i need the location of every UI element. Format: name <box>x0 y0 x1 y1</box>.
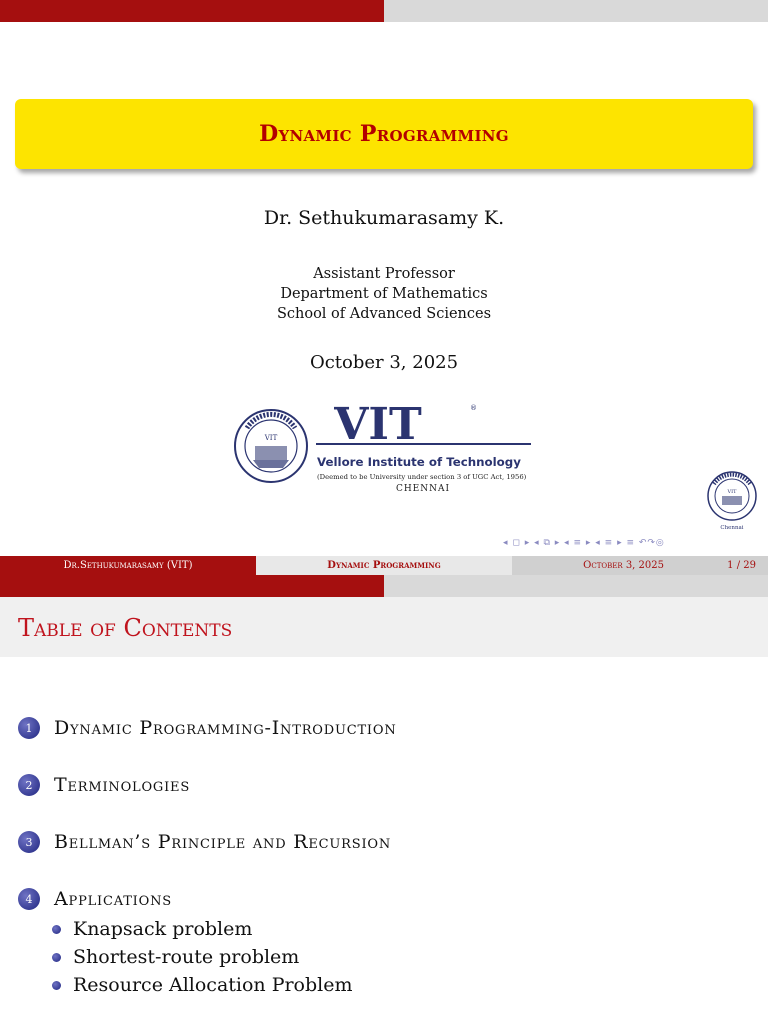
bullet-icon <box>52 953 61 962</box>
footer-page-number: 1 / 29 <box>672 556 768 575</box>
bullet-icon <box>52 925 61 934</box>
presentation-date: October 3, 2025 <box>309 352 459 373</box>
top-accent-bar-right <box>384 0 768 22</box>
small-seal-inner-text: VIT <box>727 489 737 495</box>
toc-subitem-label: Knapsack problem <box>73 918 253 940</box>
vit-brand-text: VIT <box>334 399 422 450</box>
institute-line-1: Assistant Professor <box>313 266 455 282</box>
small-seal-caption: Chennai <box>720 525 744 531</box>
slide2-accent-bar-left <box>0 575 384 597</box>
vit-city: CHENNAI <box>395 484 451 494</box>
toc-item-label: Dynamic Programming-Introduction <box>54 717 397 739</box>
toc-number-badge: 3 <box>18 831 40 853</box>
title-box <box>15 99 753 169</box>
beamer-navigation-icons[interactable]: ◂ ◻ ▸ ◂ ⧉ ▸ ◂ ≡ ▸ ◂ ≡ ▸ ≡ ↶↷◎ <box>503 538 665 548</box>
institute-line-2: Department of Mathematics <box>280 286 488 302</box>
bullet-icon <box>52 981 61 990</box>
footer-author: Dr.Sethukumarasamy (VIT) <box>0 556 256 575</box>
slide2-accent-bar-right <box>384 575 768 597</box>
toc-subitem-label: Shortest-route problem <box>73 946 300 968</box>
toc-item[interactable] <box>18 774 190 796</box>
footer-bar <box>0 556 768 575</box>
vit-full-name: Vellore Institute of Technology <box>317 455 521 469</box>
footer-title: Dynamic Programming <box>256 556 512 575</box>
toc-subitem[interactable] <box>52 946 299 968</box>
institute-line-3: School of Advanced Sciences <box>276 306 492 322</box>
toc-item-label: Applications <box>54 888 172 910</box>
toc-subitem[interactable] <box>52 918 252 940</box>
seal-inner-text: VIT <box>264 434 278 442</box>
small-vit-seal <box>702 468 762 532</box>
toc-item[interactable] <box>18 831 391 853</box>
toc-subitem-label: Resource Allocation Problem <box>73 974 353 996</box>
footer-date: October 3, 2025 <box>512 556 672 575</box>
toc-item[interactable] <box>18 717 397 739</box>
toc-item-label: Terminologies <box>54 774 191 796</box>
vit-seal <box>235 410 307 482</box>
svg-text:®: ® <box>470 404 477 412</box>
author-name: Dr. Sethukumarasamy K. <box>263 207 505 229</box>
vit-tagline: (Deemed to be University under section 3 of UGC Act, 1956) <box>317 473 527 481</box>
toc-item[interactable] <box>18 888 172 910</box>
toc-heading: Table of Contents <box>18 614 233 642</box>
top-accent-bar-left <box>0 0 384 22</box>
toc-number-badge: 4 <box>18 888 40 910</box>
toc-item-label: Bellman’s Principle and Recursion <box>54 831 392 853</box>
toc-number-badge: 2 <box>18 774 40 796</box>
toc-subitem[interactable] <box>52 974 353 996</box>
toc-number-badge: 1 <box>18 717 40 739</box>
slide-title: Dynamic Programming <box>259 121 509 147</box>
vit-logo <box>233 398 538 494</box>
